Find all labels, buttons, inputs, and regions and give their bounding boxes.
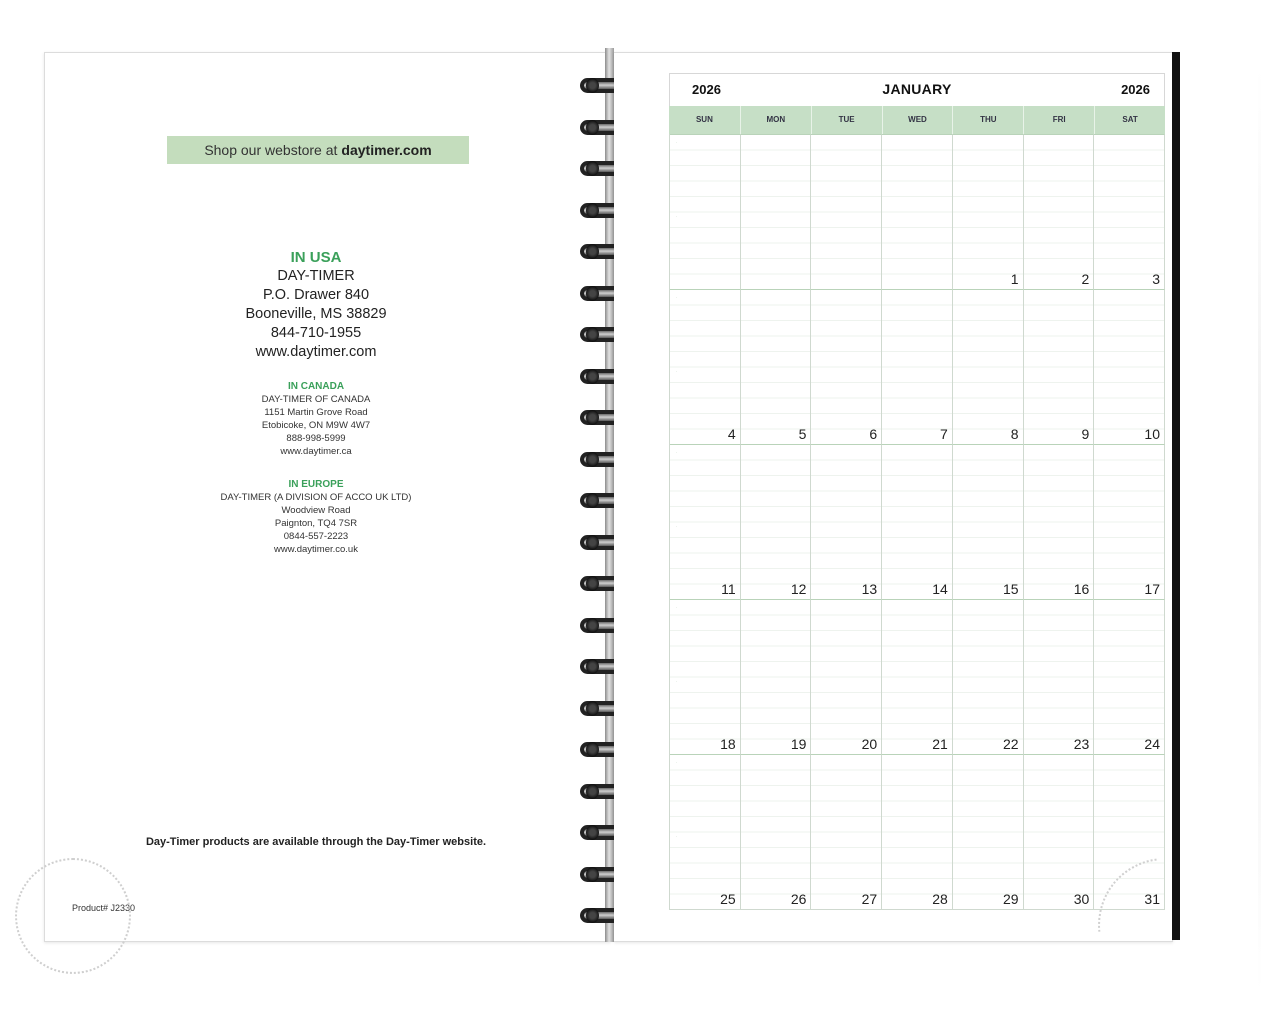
- faint-time-mark: ·: [676, 451, 678, 455]
- usa-line-phone: 844-710-1955: [270, 325, 362, 341]
- canada-line-web: www.daytimer.ca: [280, 446, 352, 457]
- usa-address-block: [45, 248, 587, 362]
- day-number: 16: [1073, 581, 1090, 597]
- europe-heading: IN EUROPE: [288, 479, 344, 490]
- availability-note: Day-Timer products are available through the Day-Timer website.: [145, 836, 487, 848]
- day-number: 8: [1010, 426, 1019, 442]
- usa-line-po: P.O. Drawer 840: [262, 287, 370, 303]
- calendar-day-cell: [953, 599, 1024, 754]
- usa-heading: IN USA: [290, 249, 342, 266]
- faint-time-mark: ·: [676, 606, 678, 610]
- perforation-corner-left: [15, 858, 131, 974]
- coil-hole: [586, 908, 599, 923]
- weekday-thu: THU: [952, 106, 1023, 134]
- coil-hole: [586, 244, 599, 259]
- day-number: 13: [861, 581, 878, 597]
- calendar-day-cell: [1024, 754, 1095, 909]
- coil-hole: [586, 120, 599, 135]
- day-number: 19: [790, 736, 807, 752]
- day-number: 2: [1081, 271, 1090, 287]
- coil-hole: [586, 701, 599, 716]
- calendar-year-right: 2026: [1121, 82, 1150, 97]
- page-edge-tab: [1172, 52, 1180, 940]
- usa-line-company: DAY-TIMER: [277, 268, 355, 284]
- calendar-day-cell: [741, 444, 812, 599]
- product-number: Product# J2330: [72, 903, 136, 913]
- calendar-day-cell: [811, 289, 882, 444]
- calendar-day-cell: [811, 754, 882, 909]
- europe-line-company: DAY-TIMER (A DIVISION OF ACCO UK LTD): [220, 492, 412, 503]
- calendar-month: JANUARY: [882, 81, 952, 97]
- day-number: 3: [1152, 271, 1160, 287]
- coil-hole: [586, 659, 599, 674]
- calendar-day-cell: [1024, 134, 1095, 289]
- coil-hole: [586, 825, 599, 840]
- day-number: 7: [940, 426, 948, 442]
- day-number: 26: [790, 891, 807, 907]
- canada-line-street: 1151 Martin Grove Road: [264, 407, 368, 418]
- calendar-day-cell: [1024, 289, 1095, 444]
- calendar-day-cell: [882, 289, 953, 444]
- coil-hole: [586, 161, 599, 176]
- day-number: 28: [932, 891, 948, 907]
- calendar-day-cell: [1094, 599, 1165, 754]
- coil-hole: [586, 493, 599, 508]
- calendar-day-cell: [670, 444, 741, 599]
- coil-hole: [586, 452, 599, 467]
- weekday-wed: WED: [882, 106, 953, 134]
- day-number: 31: [1144, 891, 1160, 907]
- day-number: 24: [1144, 736, 1160, 752]
- day-number: 6: [869, 426, 878, 442]
- webstore-banner-prefix: Shop our webstore at: [204, 142, 338, 158]
- day-number: 30: [1073, 891, 1090, 907]
- weekday-fri: FRI: [1023, 106, 1094, 134]
- weekday-header-row: [669, 106, 1165, 134]
- day-number: 17: [1144, 581, 1160, 597]
- day-number: 10: [1144, 426, 1160, 442]
- calendar-day-cell: [741, 289, 812, 444]
- calendar-day-cell: [953, 134, 1024, 289]
- calendar-day-cell: [670, 289, 741, 444]
- canada-line-city: Etobicoke, ON M9W 4W7: [261, 420, 371, 431]
- calendar-day-cell: [1024, 599, 1095, 754]
- calendar-day-cell: [741, 599, 812, 754]
- day-number: 25: [720, 891, 736, 907]
- canada-heading: IN CANADA: [287, 381, 345, 392]
- day-number: 21: [932, 736, 948, 752]
- webstore-banner-site: daytimer.com: [341, 142, 432, 158]
- day-number: 22: [1002, 736, 1019, 752]
- day-number: 14: [932, 581, 948, 597]
- calendar-day-cell: [1094, 444, 1165, 599]
- calendar-day-cell: [670, 599, 741, 754]
- coil-hole: [586, 576, 599, 591]
- coil-hole: [586, 369, 599, 384]
- calendar-day-cell: [882, 444, 953, 599]
- calendar-day-cell: [811, 134, 882, 289]
- page-edge-shadow: [1258, 66, 1261, 994]
- faint-time-mark: ·: [676, 141, 678, 145]
- calendar-day-cell: [811, 444, 882, 599]
- calendar-day-cell: [953, 754, 1024, 909]
- day-number: 27: [861, 891, 878, 907]
- day-number: 9: [1081, 426, 1090, 442]
- faint-time-mark: ·: [676, 296, 678, 300]
- calendar-day-cell: [953, 289, 1024, 444]
- day-number: 23: [1073, 736, 1090, 752]
- europe-line-web: www.daytimer.co.uk: [274, 544, 358, 555]
- calendar-header: [669, 73, 1165, 106]
- month-calendar: [669, 73, 1165, 910]
- calendar-day-cell: [1094, 289, 1165, 444]
- calendar-day-cell: [811, 599, 882, 754]
- calendar-day-cell: [953, 444, 1024, 599]
- left-page: [44, 52, 611, 942]
- coil-hole: [586, 535, 599, 550]
- calendar-day-cell: [1024, 444, 1095, 599]
- coil-hole: [586, 618, 599, 633]
- europe-address-block: [45, 478, 587, 556]
- day-number: 5: [798, 426, 807, 442]
- calendar-day-cell: [741, 754, 812, 909]
- coil-hole: [586, 784, 599, 799]
- calendar-day-cell: [670, 754, 741, 909]
- calendar-day-cell: [882, 754, 953, 909]
- day-number: 4: [727, 426, 736, 442]
- calendar-day-cell: [670, 134, 741, 289]
- weekday-sun: SUN: [695, 115, 713, 124]
- weekday-mon: MON: [740, 106, 811, 134]
- europe-line-phone: 0844-557-2223: [283, 531, 349, 542]
- canada-line-company: DAY-TIMER OF CANADA: [261, 394, 371, 405]
- europe-line-city: Paignton, TQ4 7SR: [274, 518, 358, 529]
- canada-address-block: [45, 380, 587, 458]
- day-number: 15: [1002, 581, 1019, 597]
- europe-line-street: Woodview Road: [281, 505, 351, 516]
- faint-time-mark: ·: [676, 835, 678, 839]
- day-number: 12: [790, 581, 807, 597]
- faint-time-mark: ·: [676, 680, 678, 684]
- weekday-tue: TUE: [811, 106, 882, 134]
- calendar-day-cell: [1094, 134, 1165, 289]
- day-number: 1: [1010, 271, 1019, 287]
- coil-hole: [586, 410, 599, 425]
- weekday-sat: SAT: [1094, 106, 1165, 134]
- coil-hole: [586, 203, 599, 218]
- day-number: 18: [720, 736, 736, 752]
- coil-hole: [586, 327, 599, 342]
- calendar-year-left: 2026: [692, 82, 721, 97]
- faint-time-mark: ·: [676, 525, 678, 529]
- day-number: 11: [721, 581, 736, 597]
- coil-hole: [586, 286, 599, 301]
- calendar-day-cell: [882, 134, 953, 289]
- calendar-day-cell: [741, 134, 812, 289]
- coil-hole: [586, 78, 599, 93]
- faint-time-mark: ·: [676, 370, 678, 374]
- coil-hole: [586, 742, 599, 757]
- coil-hole: [586, 867, 599, 882]
- day-number: 29: [1002, 891, 1019, 907]
- calendar-day-cell: [882, 599, 953, 754]
- webstore-banner: [167, 136, 469, 164]
- day-number: 20: [861, 736, 878, 752]
- usa-line-web: www.daytimer.com: [255, 344, 377, 360]
- canada-line-phone: 888-998-5999: [286, 433, 346, 444]
- usa-line-city: Booneville, MS 38829: [245, 306, 387, 322]
- faint-time-mark: ·: [676, 761, 678, 765]
- faint-time-mark: ·: [676, 215, 678, 219]
- calendar-grid: [669, 134, 1165, 910]
